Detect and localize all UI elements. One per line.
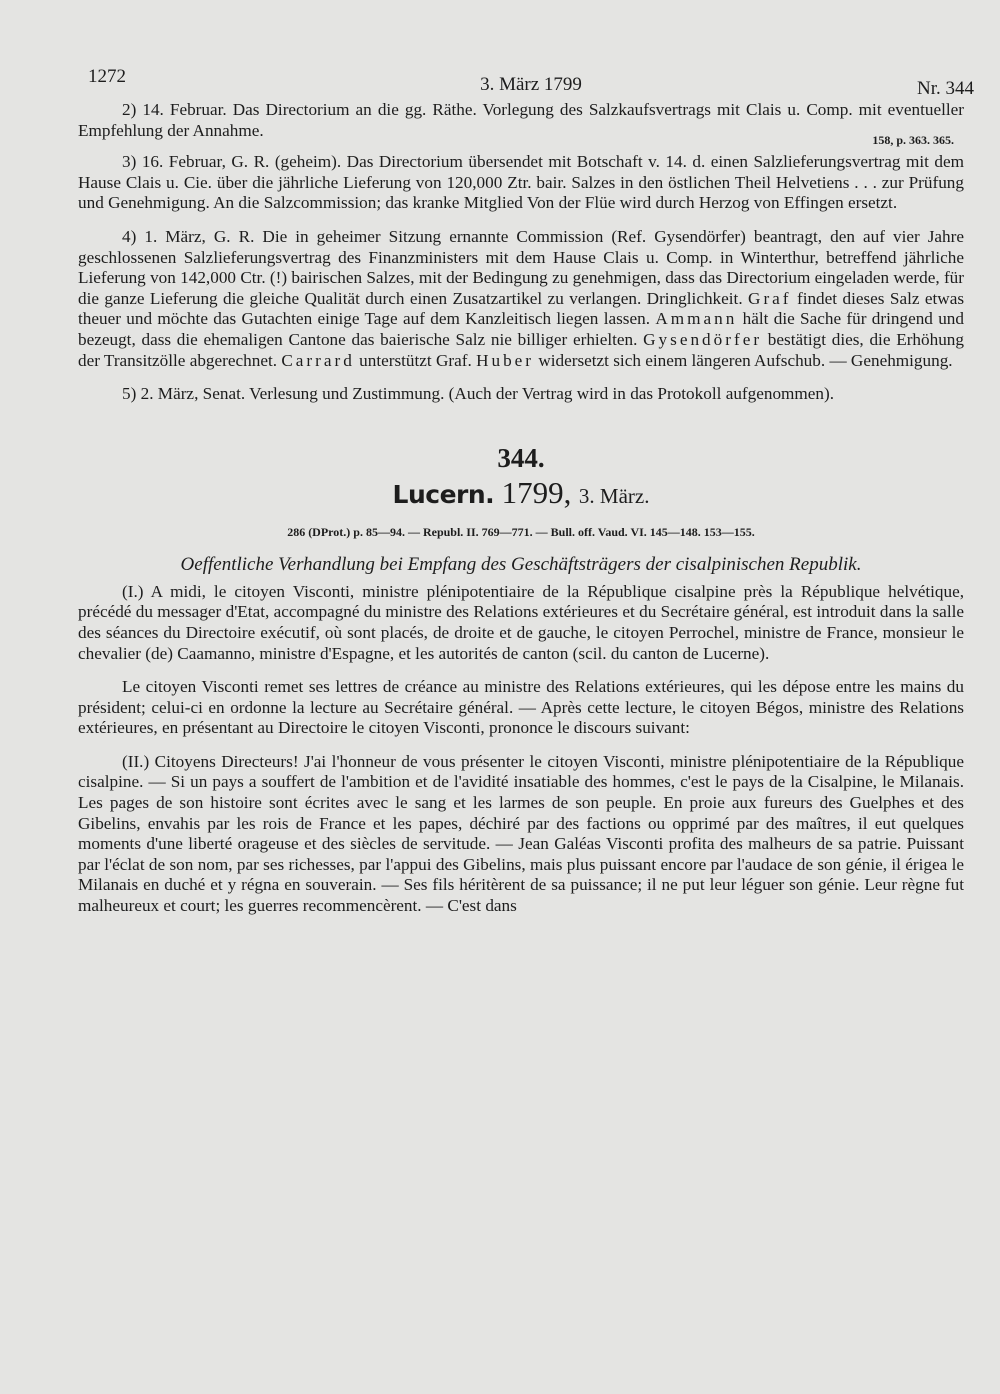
section-place: Lucern. bbox=[392, 479, 495, 509]
running-header bbox=[88, 66, 974, 99]
entry-3 bbox=[78, 152, 964, 214]
entry-2-text: 2) 14. Februar. Das Directorium an die gg. Räthe. Vorlegung des Salzkaufsvertrags mit Clais u. Comp. mit eventueller Empfehlung der Annahme. bbox=[78, 100, 964, 140]
page-number: 1272 bbox=[88, 66, 126, 87]
section-subtitle: Oeffentliche Verhandlung bei Empfang des Geschäftsträgers der cisalpinischen Republik. bbox=[180, 553, 862, 575]
paragraph: (I.) A midi, le citoyen Visconti, ministre plénipotentiaire de la République cisalpine près la République helvétique, précédé du messager d'Etat, accompagné du ministre des Relations extérieures et du Secrétaire général, est introduit dans la salle des séances du Directoire exécutif, où sont placés, de droite et de gauche, le citoyen Perrochel, ministre de France, monsieur le chevalier (de) Caamanno, ministre d'Espagne, et les autorités de canton (scil. du canton de Lucerne). bbox=[78, 581, 964, 663]
paragraph: (II.) Citoyens Directeurs! J'ai l'honneur de vous présenter le citoyen Visconti, ministre plénipotentiaire de la République cisalpine. — Si un pays a souffert de l'ambition et de l'avidité insatiable des hommes, c'est le pays de la Cisalpine, le Milanais. Les pages de son histoire sont écrites avec le sang et les larmes de son peuple. En proie aux fureurs des Guelphes et des Gibelins, envahis par les rois de France et les papes, déchiré par des factions ou opprimé par des maîtres, il eut quelques moments d'une liberté orageuse et des siècles de servitude. — Jean Galéas Visconti profita des malheurs de sa patrie. Puissant par l'éclat de son nom, par ses richesses, par l'appui des Gibelins, mais plus puissant encore par l'audace de son génie, il érigea le Milanais en duché et y régna en souverain. — Ses fils héritèrent de sa puissance; il ne put leur léguer son génie. Leur règne fut malheureux et court; les guerres recommencèrent. — C'est dans bbox=[78, 751, 964, 916]
speaker-name: Ammann bbox=[655, 309, 738, 329]
speaker-name: Huber bbox=[476, 350, 535, 370]
entry-4-text: findet dieses Salz etwas theuer und möchte das Gutachten einige Tage auf dem Kanzleitisch liegen lassen. bbox=[78, 288, 965, 329]
entry-4-text: bestätigt dies, die Erhöhung der Transitzölle abgerechnet. bbox=[78, 329, 964, 370]
header-document-number: Nr. 344 bbox=[917, 78, 974, 99]
speaker-name: Graf bbox=[748, 288, 792, 308]
speaker-name: Carrard bbox=[281, 350, 355, 370]
entry-4-text: unterstützt Graf. bbox=[359, 350, 472, 370]
section-heading bbox=[78, 475, 964, 514]
entry-4-text: hält die Sache für dringend und bezeugt, dass die ehemaligen Cantone das baierische Salz nie billiger erhielten. bbox=[78, 309, 964, 349]
section-day: 3. März. bbox=[578, 483, 650, 508]
section-year: 1799, bbox=[501, 474, 572, 510]
body-text bbox=[78, 100, 964, 917]
entry-5-text: 5) 2. März, Senat. Verlesung und Zustimmung. (Auch der Vertrag wird in das Protokoll aufgenommen). bbox=[122, 384, 835, 404]
speaker-name: Gysendörfer bbox=[643, 329, 763, 349]
entry-4-text: 4) 1. März, G. R. Die in geheimer Sitzung ernannte Commission (Ref. Gysendörfer) beantragt, den auf vier Jahre geschlossenen Salzlieferungsvertrag des Finanzministers mit dem Hause Clais u. Comp. in Winterthur, betreffend jährliche Lieferung von 142,000 Ctr. (!) bairischen Salzes, mit der Bedingung zu genehmigen, dass das Directorium eingeladen werde, für die ganze Lieferung die gleiche Qualität durch einen Zusatzartikel zu verlangen. Dringlichkeit. bbox=[78, 226, 964, 308]
header-date: 3. März 1799 bbox=[480, 74, 582, 95]
section-sources: 286 (DProt.) p. 85—94. — Republ. II. 769—771. — Bull. off. Vaud. VI. 145—148. 153—155. bbox=[287, 524, 755, 539]
entry-4 bbox=[78, 227, 964, 371]
entry-5 bbox=[78, 384, 964, 405]
paragraph: Le citoyen Visconti remet ses lettres de créance au ministre des Relations extérieures, qui les dépose entre les mains du président; celui-ci en ordonne la lecture au Secrétaire général. — Après cette lecture, le citoyen Bégos, ministre des Relations extérieures, en présentant au Directoire le citoyen Visconti, prononce le discours suivant: bbox=[78, 677, 964, 738]
section-number: 344. bbox=[497, 442, 545, 473]
entry-3-text: 3) 16. Februar, G. R. (geheim). Das Directorium übersendet mit Botschaft v. 14. d. einen Salzlieferungsvertrag mit dem Hause Clais u. Cie. über die jährliche Lieferung von 120,000 Ztr. bair. Salzes in den östlichen Theil Helvetiens . . . zur Prüfung und Genehmigung. An die Salzcommission; das kranke Mitglied Von der Flüe wird durch Herzog von Effingen ersetzt. bbox=[78, 152, 964, 213]
entry-2-reference: 158, p. 363. 365. bbox=[872, 133, 954, 148]
entry-4-text: widersetzt sich einem längeren Aufschub. — Genehmigung. bbox=[538, 350, 953, 370]
